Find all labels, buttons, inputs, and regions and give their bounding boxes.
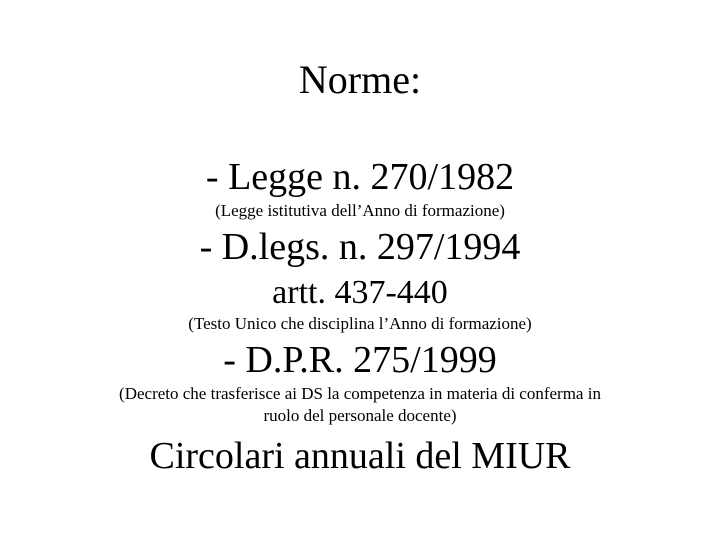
law-1-heading: - Legge n. 270/1982 xyxy=(205,156,515,198)
law-3-note-line-1: (Decreto che trasferisce ai DS la competenza in materia di conferma in xyxy=(119,384,601,403)
law-1-note: (Legge istitutiva dell’Anno di formazione) xyxy=(215,201,505,220)
law-2-subheading: artt. 437-440 xyxy=(272,274,448,311)
slide-title: Norme: xyxy=(298,57,422,102)
law-3-note-line-2: ruolo del personale docente) xyxy=(263,406,457,425)
footer-text: Circolari annuali del MIUR xyxy=(149,435,571,477)
law-3-heading: - D.P.R. 275/1999 xyxy=(223,339,497,381)
law-2-note: (Testo Unico che disciplina l’Anno di formazione) xyxy=(188,314,532,333)
law-2-heading: - D.legs. n. 297/1994 xyxy=(199,226,521,268)
